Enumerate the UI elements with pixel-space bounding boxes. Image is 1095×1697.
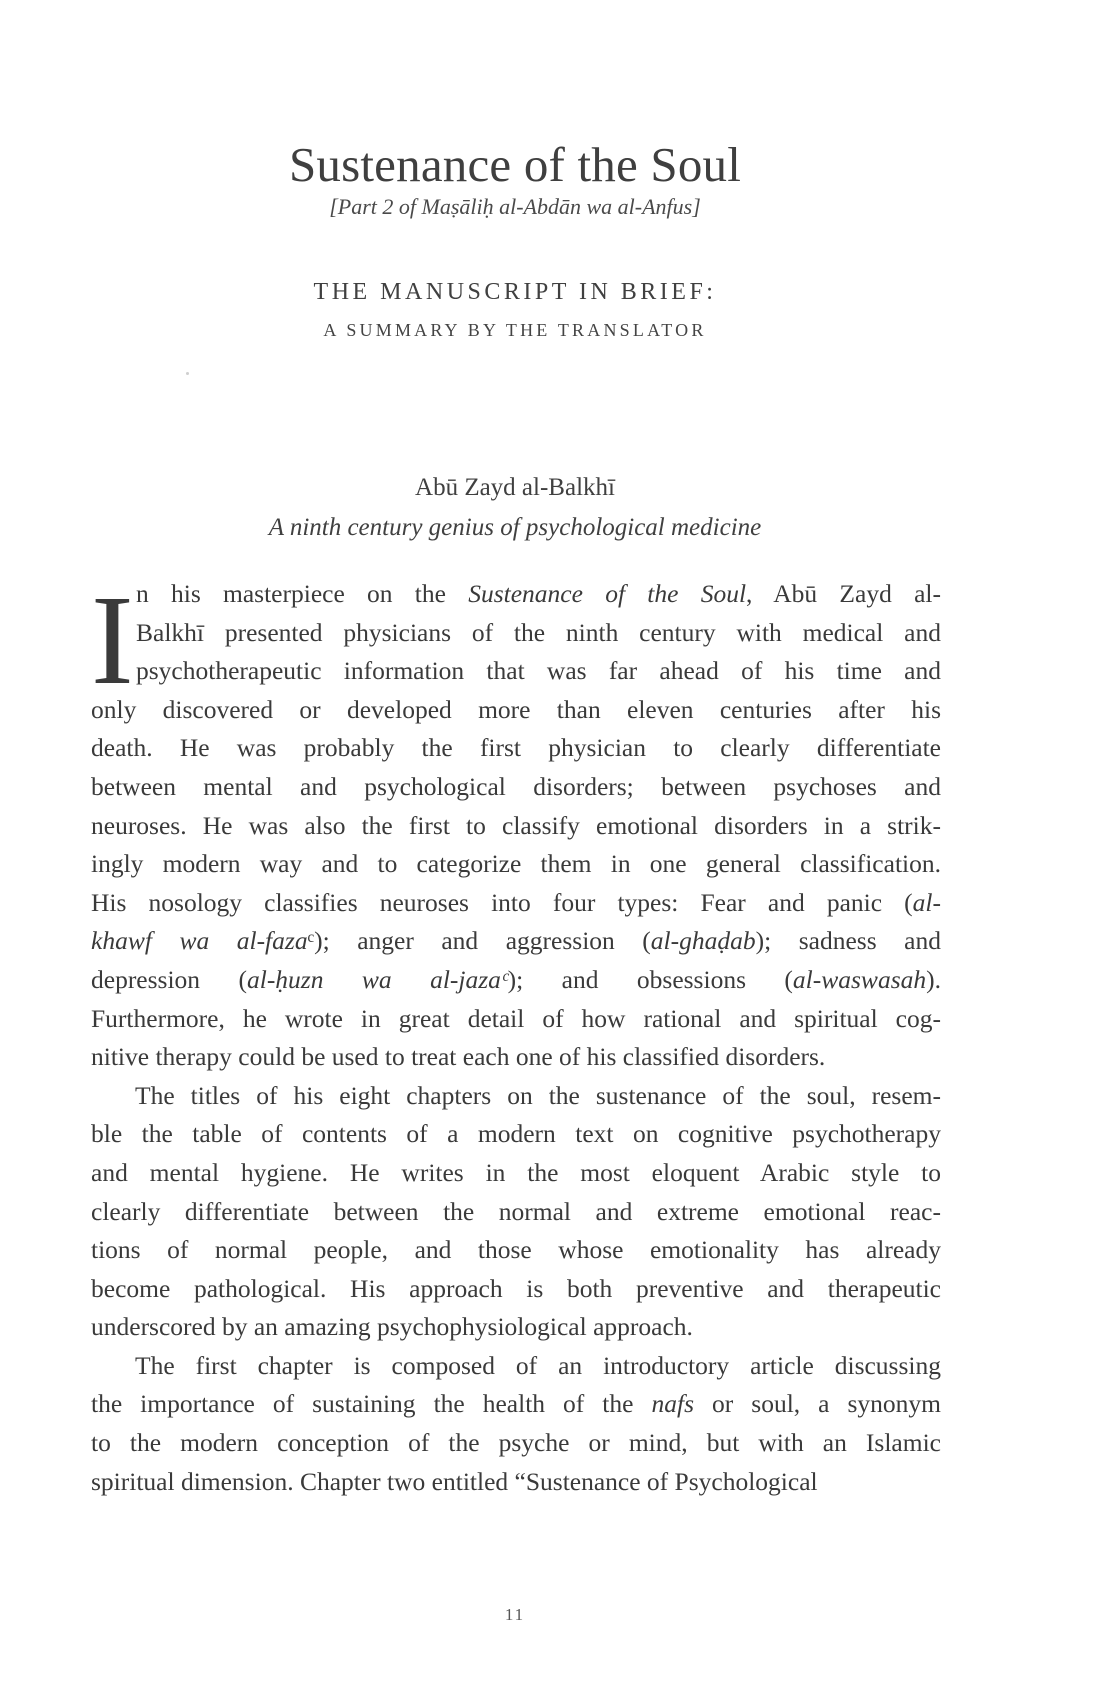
text-line (91, 1308, 941, 1347)
page-subtitle: [Part 2 of Maṣāliḥ al-Abdān wa al-Anfus] (329, 194, 701, 219)
text-line (91, 1077, 941, 1116)
text-segment: the importance of sustaining the health of the (91, 1389, 652, 1419)
italic-term: nafs (651, 1389, 694, 1419)
author-name: Abū Zayd al-Balkhī (415, 474, 615, 501)
text-segment: The first chapter is composed of an introductory article discussing (135, 1350, 941, 1380)
text-segment: between mental and psychological disorders; between psychoses and (91, 771, 941, 801)
text-segment: or soul, a synonym (694, 1389, 942, 1419)
text-line (91, 1115, 941, 1154)
text-segment: n his masterpiece on the (136, 579, 469, 608)
italic-term: al-ḥuzn wa al-jazaᶜ (246, 964, 508, 994)
text-segment: ); and obsessions ( (507, 964, 793, 994)
text-segment: only discovered or developed more than eleven centuries after his (91, 694, 941, 724)
text-line (91, 1038, 941, 1077)
text-line (91, 807, 941, 846)
text-segment: neuroses. He was also the first to classify emotional disorders in a strik- (91, 810, 941, 840)
text-line (91, 1463, 941, 1502)
text-segment: and mental hygiene. He writes in the most eloquent Arabic style to (91, 1157, 941, 1187)
text-line (91, 845, 941, 884)
body-text (91, 575, 941, 1501)
text-segment: tions of normal people, and those whose emotionality has already (91, 1235, 941, 1265)
italic-term: al-ghaḍab (650, 926, 756, 956)
section-heading: THE MANUSCRIPT IN BRIEF: (313, 279, 717, 305)
text-segment: ble the table of contents of a modern text on cognitive psychotherapy (91, 1119, 941, 1149)
text-line (91, 1000, 941, 1039)
text-segment: Balkhī presented physicians of the ninth century with medical and (136, 617, 941, 647)
text-line (91, 729, 941, 768)
text-segment: become pathological. His approach is both preventive and therapeutic (91, 1273, 941, 1303)
text-segment: ᶜ); anger and aggression ( (307, 926, 651, 956)
text-line (91, 1154, 941, 1193)
text-segment: ingly modern way and to categorize them in one general classification. (91, 849, 941, 879)
text-segment: depression ( (91, 964, 247, 994)
text-line (91, 768, 941, 807)
text-segment: underscored by an amazing psychophysiological approach. (91, 1312, 693, 1342)
text-line (91, 1193, 941, 1232)
section-subheading: A SUMMARY BY THE TRANSLATOR (323, 320, 707, 340)
text-line (91, 1385, 941, 1424)
text-segment: The titles of his eight chapters on the sustenance of the soul, resem- (135, 1080, 941, 1110)
page-title: Sustenance of the Soul (288, 137, 742, 192)
text-line (91, 922, 941, 961)
text-line (91, 1270, 941, 1309)
text-segment: spiritual dimension. Chapter two entitled “Sustenance of Psychological (91, 1466, 818, 1496)
italic-term: al- (912, 887, 941, 917)
text-segment: psychotherapeutic information that was far ahead of his time and (136, 656, 941, 686)
drop-cap: I (91, 576, 134, 696)
text-line (91, 1347, 941, 1386)
text-segment: death. He was probably the first physician to clearly differentiate (91, 733, 941, 763)
text-line (91, 961, 941, 1000)
text-segment: Furthermore, he wrote in great detail of how rational and spiritual cog- (91, 1003, 941, 1033)
text-line (91, 691, 941, 730)
text-segment: nitive therapy could be used to treat each one of his classified disorders. (91, 1042, 826, 1072)
text-line (91, 1231, 941, 1270)
text-segment: ); sadness and (755, 926, 941, 956)
text-line (91, 884, 941, 923)
text-line (91, 652, 941, 691)
text-segment: to the modern conception of the psyche or mind, but with an Islamic (91, 1428, 941, 1458)
text-line (91, 614, 941, 653)
page-number: 11 (504, 1605, 526, 1624)
italic-term: khawf wa al-faza (91, 926, 308, 956)
italic-term: al-waswasah (792, 964, 927, 994)
text-line (91, 1424, 941, 1463)
paper-speck (186, 372, 189, 375)
author-tagline: A ninth century genius of psychological medicine (268, 514, 762, 541)
text-segment: His nosology classifies neuroses into four types: Fear and panic ( (91, 887, 913, 917)
text-line (91, 575, 941, 614)
text-segment: ). (926, 964, 941, 994)
text-segment: , Abū Zayd al- (746, 579, 941, 608)
text-segment: clearly differentiate between the normal and extreme emotional reac- (91, 1196, 941, 1226)
italic-term: Sustenance of the Soul (468, 579, 747, 608)
